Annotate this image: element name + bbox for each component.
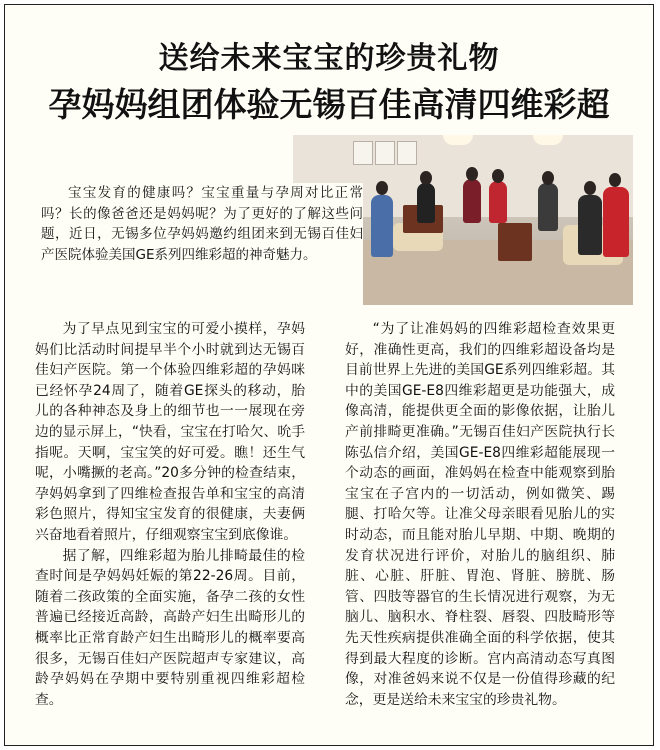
- headline-kicker: 送给未来宝宝的珍贵礼物: [158, 41, 500, 76]
- photo-person: [489, 181, 507, 223]
- newspaper-page: [4, 4, 654, 746]
- headline-main: 孕妈妈组团体验无锡百佳高清四维彩超: [48, 85, 610, 124]
- photo-person-head: [609, 173, 621, 187]
- photo-person: [371, 195, 393, 257]
- body-paragraph: 为了早点见到宝宝的可爱小摸样，孕妈妈们比活动时间提早半个小时就到达无锡百佳妇产医院。第一个体验四维彩超的孕妈咪已经怀孕24周了，随着GE探头的移动，胎儿的各种神态及身上的细节也一一展现在旁边的显示屏上，“快看，宝宝在打哈欠、吮手指呢。天啊，宝宝笑的好可爱。瞧！还生气呢，小嘴撅的老高。”20多分钟的检查结束，孕妈妈拿到了四维检查报告单和宝宝的高清彩色照片，得知宝宝发育的很健康，夫妻俩兴奋地看着照片，仔细观察宝宝到底像谁。: [35, 321, 305, 543]
- photo-person: [463, 179, 481, 223]
- article-column-right: [345, 319, 615, 710]
- photo-person: [603, 187, 629, 257]
- photo-person-head: [542, 171, 554, 185]
- photo-person-head: [420, 171, 432, 185]
- photo-wall-frame: [353, 141, 373, 165]
- photo-person: [417, 183, 435, 223]
- body-paragraph: “为了让准妈妈的四维彩超检查效果更好，准确性更高，我们的四维彩超设备均是目前世界上先进的美国GE系列四维彩超。其中的美国GE-E8四维彩超更是功能强大，成像高清，能提供更全面的影像依据，让胎儿产前排畸更准确。”无锡百佳妇产医院执行长陈弘信介绍，美国GE-E8四维彩超能展现一个动态的画面，准妈妈在检查中能观察到胎宝宝在子宫内的一切活动，例如微笑、踢腿、打哈欠等。让准父母亲眼看见胎儿的实时动态，而且能对胎儿早期、中期、晚期的发育状况进行评价，对胎儿的脑组织、肺脏、心脏、肝脏、胃泡、肾脏、膀胱、肠管、四肢等器官的生长情况进行观察，为无脑儿、脑积水、脊柱裂、唇裂、四肢畸形等先天性疾病提供准确全面的科学依据，使其得到最大程度的诊断。宫内高清动态写真图像，对准爸妈来说不仅是一份值得珍藏的纪念，更是送给未来宝宝的珍贵礼物。: [345, 321, 615, 708]
- lead-paragraph: 宝宝发育的健康吗？宝宝重量与孕周对比正常吗？长的像爸爸还是妈妈呢？为了更好的了解这些问题，近日，无锡多位孕妈妈邀约组团来到无锡百佳妇产医院体验美国GE系列四维彩超的神奇魅力。: [41, 185, 363, 263]
- photo-wall-frame: [375, 141, 395, 165]
- photo-person: [578, 195, 602, 255]
- photo-person-head: [466, 167, 478, 181]
- lead-box: [41, 183, 363, 307]
- photo-person-head: [584, 181, 596, 195]
- photo-wall-frame: [397, 141, 417, 165]
- photo-person: [538, 183, 558, 231]
- photo-person-head: [492, 169, 504, 183]
- photo-person-head: [376, 181, 388, 195]
- article-column-left: [35, 319, 305, 710]
- photo-table: [498, 223, 532, 261]
- body-paragraph: 据了解，四维彩超为胎儿排畸最佳的检查时间是孕妈妈妊娠的第22-26周。目前，随着二孩政策的全面实施，备孕二孩的女性普遍已经接近高龄，高龄产妇生出畸形儿的概率比正常育龄产妇生出畸形儿的概率要高很多，无锡百佳妇产医院超声专家建议，高龄孕妈妈在孕期中要特别重视四维彩超检查。: [35, 547, 305, 708]
